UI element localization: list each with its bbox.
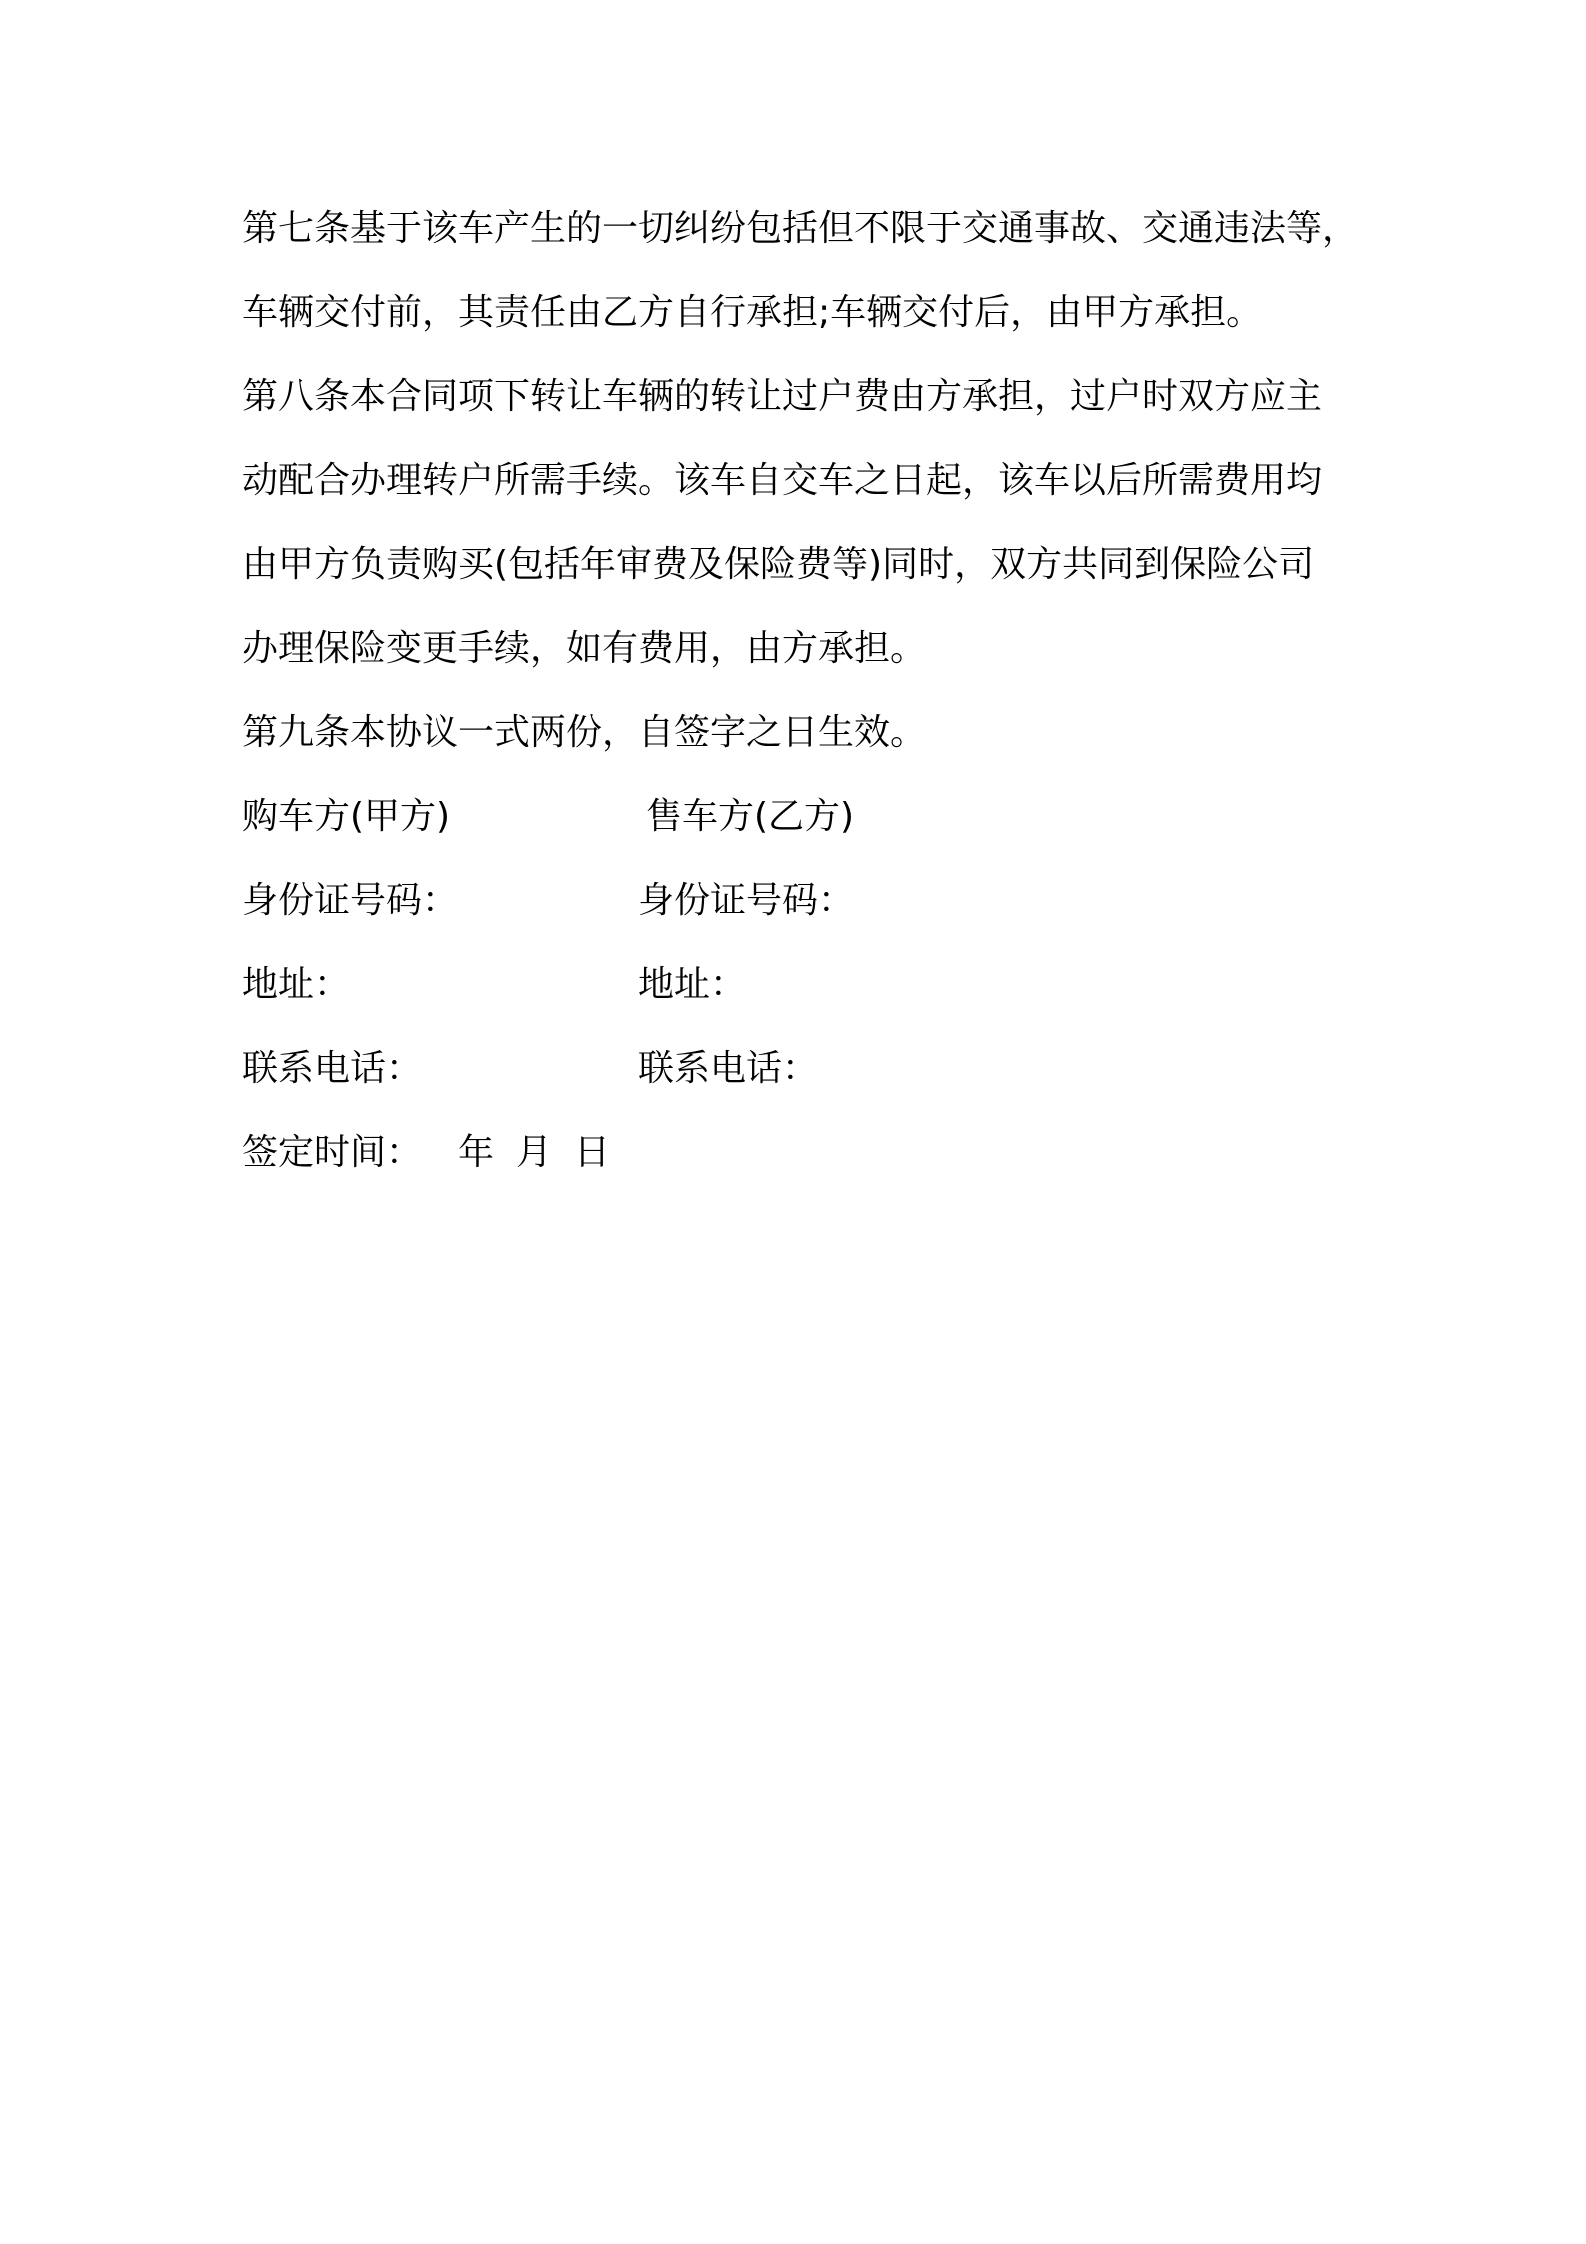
date-month: 月 — [516, 1132, 553, 1173]
signing-date-label: 签定时间： — [242, 1132, 423, 1173]
buyer-phone-label: 联系电话： — [242, 1048, 423, 1089]
address-row — [242, 954, 1392, 1038]
buyer-label: 购车方(甲方) — [242, 796, 451, 837]
contract-body — [242, 198, 1392, 1206]
article-8-line-2: 动配合办理转户所需手续。该车自交车之日起，该车以后所需费用均 — [242, 460, 1323, 501]
article-7-line-2: 车辆交付前，其责任由乙方自行承担;车辆交付后，由甲方承担。 — [242, 292, 1263, 333]
article-9-line-1: 第九条本协议一式两份，自签字之日生效。 — [242, 712, 927, 753]
article-8-line-4: 办理保险变更手续，如有费用，由方承担。 — [242, 628, 927, 669]
article-7-line-1: 第七条基于该车产生的一切纠纷包括但不限于交通事故、交通违法等， — [242, 208, 1359, 249]
buyer-id-label: 身份证号码： — [242, 880, 459, 921]
buyer-address-label: 地址： — [242, 964, 351, 1005]
seller-address-label: 地址： — [638, 964, 747, 1005]
seller-id-label: 身份证号码： — [638, 880, 855, 921]
article-8-line-3: 由甲方负责购买(包括年审费及保险费等)同时，双方共同到保险公司 — [242, 544, 1315, 585]
id-number-row — [242, 870, 1392, 954]
article-8-line-1: 第八条本合同项下转让车辆的转让过户费由方承担，过户时双方应主 — [242, 376, 1323, 417]
signing-date-row — [242, 1122, 1392, 1206]
seller-label: 售车方(乙方) — [646, 796, 855, 837]
date-year: 年 — [458, 1132, 495, 1173]
seller-phone-label: 联系电话： — [638, 1048, 819, 1089]
phone-row — [242, 1038, 1392, 1122]
date-day: 日 — [574, 1132, 611, 1173]
party-labels-row — [242, 786, 1392, 870]
